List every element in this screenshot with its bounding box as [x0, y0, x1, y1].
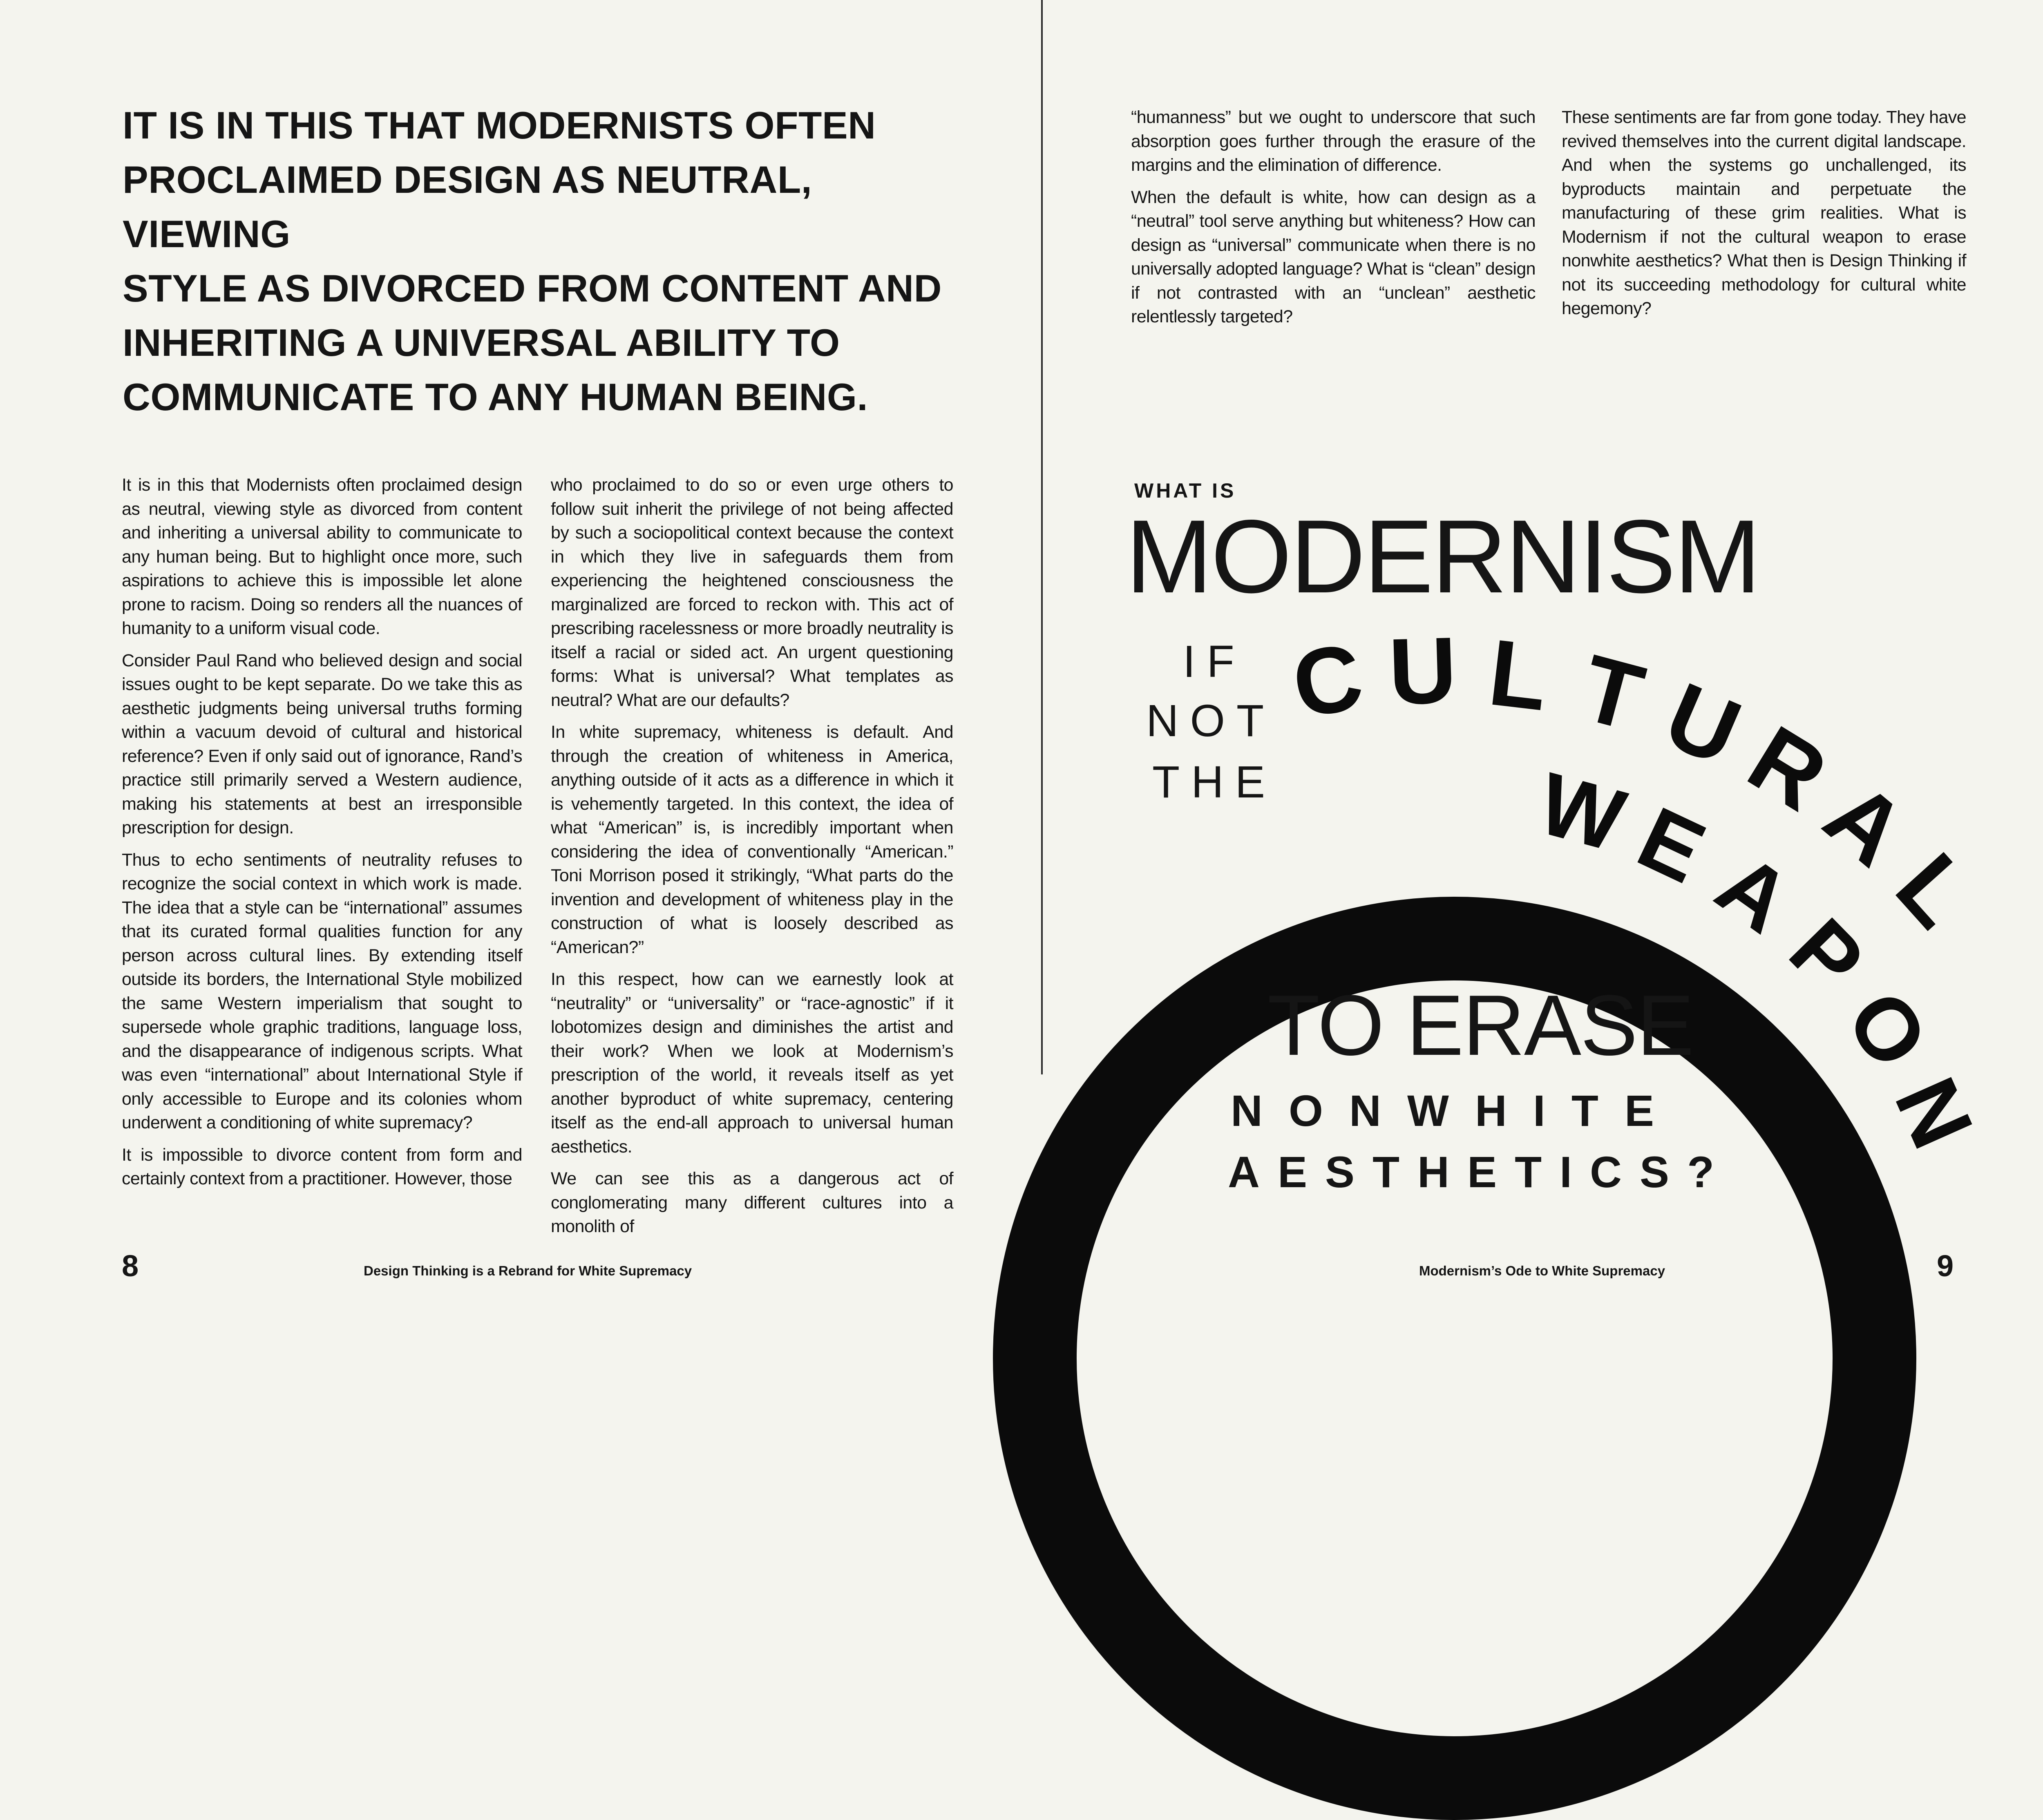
- page-number-left: 8: [122, 1249, 139, 1283]
- running-title-right: Modernism’s Ode to White Supremacy: [1419, 1263, 1665, 1278]
- paragraph: It is impossible to divorce content from form and certainly context from a practitioner. However, those: [122, 1145, 522, 1188]
- pull-quote-line: INHERITING A UNIVERSAL ABILITY TO: [123, 321, 840, 364]
- art-weapon: [1529, 754, 1992, 1162]
- paragraph: Thus to echo sentiments of neutrality refuses to recognize the social context in which work is made. The idea that a style can be “international” assumes that its curated formal qualities function for any person across cultural lines. By extending itself outside its borders, the International Style mobilized the same Western imperialism that sought to supersede whole graphic traditions, language loss, and the disappearance of indigenous scripts. What was even “international” about International Style if only accessible to Europe and its colonies whom underwent a conditioning of white supremacy?: [122, 850, 522, 1132]
- art-if: IF: [1183, 636, 1246, 687]
- art-what-is: WHAT IS: [1134, 479, 1236, 502]
- paragraph: “humanness” but we ought to underscore that such absorption goes further through the erasure of the margins and the elimination of difference.: [1131, 107, 1536, 175]
- body-column-3: [1131, 105, 1536, 337]
- arc-letter: L: [1484, 619, 1553, 730]
- page-number-right: 9: [1937, 1249, 1954, 1283]
- pull-quote-line: COMMUNICATE TO ANY HUMAN BEING.: [123, 375, 868, 418]
- arc-letter: R: [1731, 705, 1844, 831]
- paragraph: who proclaimed to do so or even urge others to follow suit inherit the privilege of not being affected by such a sociopolitical context because the context in which they live in safeguards them from experiencing the heightened consciousness the marginalized are forced to reckon with. This act of prescribing racelessness or more broadly neutrality is itself a racial or sided act. An urgent questioning forms: What is universal? What templates as neutral? What are our defaults?: [551, 475, 953, 710]
- pull-quote-line: STYLE AS DIVORCED FROM CONTENT AND: [123, 267, 942, 310]
- arc-letter: W: [1529, 753, 1635, 870]
- running-title-left: Design Thinking is a Rebrand for White Supremacy: [364, 1263, 692, 1278]
- arc-letter: P: [1771, 900, 1883, 1011]
- arc-letter: O: [1828, 973, 1948, 1085]
- paragraph: We can see this as a dangerous act of conglomerating many different cultures into a monolith of: [551, 1169, 953, 1236]
- arc-letter: T: [1571, 634, 1654, 751]
- art-not: NOT: [1146, 696, 1276, 746]
- arc-letter: L: [1876, 833, 1993, 947]
- pull-quote-line: IT IS IN THIS THAT MODERNISTS OFTEN: [123, 104, 876, 147]
- pull-quote-line: PROCLAIMED DESIGN AS NEUTRAL, VIEWING: [123, 158, 812, 255]
- art-aesthetics: AESTHETICS?: [1228, 1147, 1732, 1197]
- arc-letter: U: [1387, 617, 1458, 724]
- body-column-4: [1562, 105, 1966, 329]
- body-column-1: [122, 473, 522, 1199]
- art-nonwhite: NONWHITE: [1231, 1086, 1680, 1135]
- art-the: THE: [1152, 757, 1276, 807]
- art-to-erase: TO ERASE: [1267, 977, 1694, 1073]
- arc-letter: C: [1285, 623, 1370, 738]
- paragraph: In this respect, how can we earnestly look at “neutrality” or “universality” or “race-agnostic” if it lobotomizes design and diminishes the artist and their work? When we look at Modernism’s prescription of the world, it reveals itself as yet another byproduct of white supremacy, centering itself as the end-all approach to universal human aesthetics.: [551, 969, 953, 1157]
- body-column-2: [551, 473, 953, 1247]
- arc-letter: A: [1806, 761, 1926, 886]
- paragraph: Consider Paul Rand who believed design and social issues ought to be kept separate. Do we take this as aesthetic judgments being universal truths forming within a vacuum devoid of cultural and historical reference? Even if only said out of ignorance, Rand’s practice still primarily served a Western audience, making his statements at best an irresponsible prescription for design.: [122, 650, 522, 837]
- art-cultural: [1285, 617, 1993, 947]
- arc-letter: N: [1876, 1064, 1992, 1162]
- arc-letter: A: [1700, 834, 1809, 952]
- paragraph: It is in this that Modernists often proclaimed design as neutral, viewing style as divorced from content and inheriting a universal ability to communicate to any human being. But to highlight once more, such aspirations to achieve this is impossible let alone prone to racism. Doing so renders all the nuances of humanity to a uniform visual code.: [122, 475, 522, 638]
- arc-letter: E: [1624, 788, 1719, 902]
- art-modernism: MODERNISM: [1126, 498, 1759, 615]
- paragraph: When the default is white, how can design as a “neutral” tool serve anything but whiteness? How can design as “universal” communicate when there is no universally adopted language? What is “clean” design if not contrasted with an “unclean” aesthetic relentlessly targeted?: [1131, 187, 1536, 326]
- arc-letter: U: [1651, 662, 1755, 786]
- pull-quote: [123, 98, 981, 424]
- black-ring-graphic: [993, 897, 1916, 1820]
- paragraph: These sentiments are far from gone today. They have revived themselves into the current digital landscape. And when the systems go unchallenged, its byproducts maintain and perpetuate the manufacturing of these grim realities. What is Modernism if not the cultural weapon to erase nonwhite aesthetics? What then is Design Thinking if not its succeeding methodology for cultural white hegemony?: [1562, 107, 1966, 318]
- paragraph: In white supremacy, whiteness is default. And through the creation of whiteness in America, anything outside of it acts as a difference in which it is vehemently targeted. In this context, the idea of what “American” is, is incredibly important when considering the idea of conventionally “American.” Toni Morrison posed it strikingly, “What parts do the invention and development of whiteness play in the construction of what is loosely described as “American?”: [551, 722, 953, 957]
- spread-gutter-line: [1041, 0, 1043, 1074]
